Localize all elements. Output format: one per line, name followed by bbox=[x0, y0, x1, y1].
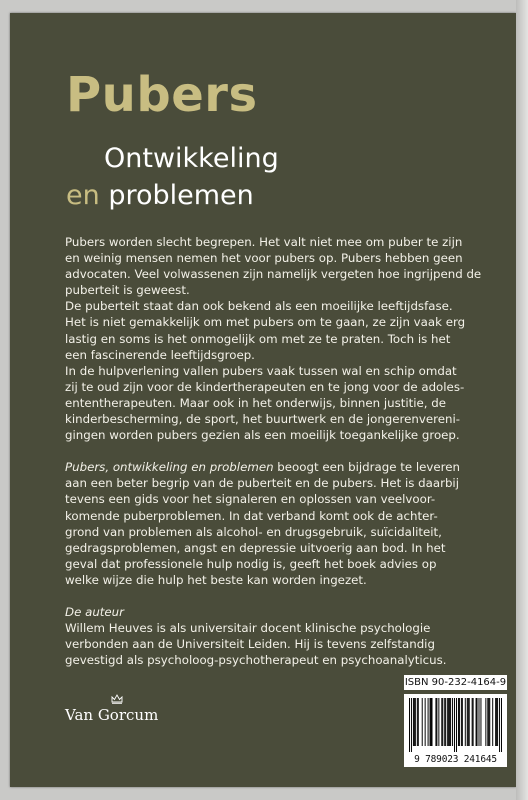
text-fragment: beoogt een bijdrage te leveren bbox=[273, 460, 460, 475]
barcode-number: 9 789023 241645 bbox=[414, 754, 497, 765]
barcode-bar bbox=[409, 698, 410, 752]
isbn-label: ISBN 90-232-4164-9 bbox=[404, 677, 507, 688]
text-line: advocaten. Veel volwassenen zijn namelijk vergeten hoe ingrijpend de bbox=[65, 267, 482, 282]
barcode-bar bbox=[468, 698, 469, 746]
book-subtitle-line1: Ontwikkeling bbox=[104, 143, 279, 174]
barcode-bar bbox=[411, 698, 412, 752]
barcode-bar bbox=[425, 698, 426, 746]
barcode-bar bbox=[447, 698, 448, 746]
barcode-bar bbox=[413, 698, 414, 746]
barcode-bar bbox=[431, 698, 432, 746]
author-section bbox=[65, 604, 485, 668]
barcode-bar bbox=[417, 698, 418, 746]
text-line: lastig en soms is het onmogelijk om met ze te praten. Toch is het bbox=[65, 331, 451, 346]
barcode-bar bbox=[454, 698, 455, 752]
text-line: Willem Heuves is als universitair docent klinische psychologie bbox=[65, 621, 431, 636]
crown-icon bbox=[111, 694, 123, 704]
barcode-bar bbox=[422, 698, 423, 746]
barcode-bar bbox=[442, 698, 443, 746]
barcode-bar bbox=[499, 698, 500, 752]
book-back-cover bbox=[10, 13, 516, 787]
barcode-bar bbox=[479, 698, 480, 746]
text-line: De puberteit staat dan ook bekend als een moeilijke leeftijdsfase. bbox=[65, 299, 453, 314]
barcode-bar bbox=[449, 698, 450, 746]
barcode-bar bbox=[472, 698, 473, 746]
book-subtitle-line2 bbox=[66, 182, 254, 209]
author-heading: De auteur bbox=[65, 604, 125, 619]
barcode-bar bbox=[462, 698, 463, 746]
barcode-bar bbox=[418, 698, 419, 746]
barcode-bar bbox=[432, 698, 433, 746]
text-line: Het is niet gemakkelijk om met pubers om te gaan, ze zijn vaak erg bbox=[65, 315, 466, 330]
text-line: grond van problemen als alcohol- en drugsgebruik, suïcidaliteit, bbox=[65, 524, 442, 539]
blurb-paragraph-1 bbox=[65, 234, 485, 443]
text-line: verbonden aan de Universiteit Leiden. Hij is tevens zelfstandig bbox=[65, 637, 435, 652]
barcode-bar bbox=[480, 698, 481, 746]
text-line: gingen worden pubers gezien als een moeilijk toegankelijke groep. bbox=[65, 428, 460, 443]
barcode-bar bbox=[428, 698, 429, 746]
text-line: zij te oud zijn voor de kindertherapeuten en te jong voor de adoles- bbox=[65, 379, 465, 394]
book-title: Pubers bbox=[66, 67, 258, 123]
barcode-bar bbox=[477, 698, 478, 746]
barcode-bar bbox=[496, 698, 497, 746]
barcode-bar bbox=[458, 698, 459, 746]
barcode-bar bbox=[441, 698, 442, 746]
book-title-italic: Pubers, ontwikkeling en problemen bbox=[65, 460, 274, 475]
barcode-bar bbox=[444, 698, 445, 746]
barcode-bar bbox=[501, 698, 502, 752]
barcode-bar bbox=[436, 698, 437, 746]
subtitle-word-problemen: problemen bbox=[108, 180, 254, 211]
text-line: puberteit is geweest. bbox=[65, 283, 190, 298]
text-line: gevestigd als psycholoog-psychotherapeut en psychoanalyticus. bbox=[65, 653, 447, 668]
text-line bbox=[65, 459, 485, 475]
barcode-bar bbox=[492, 698, 493, 746]
barcode-bar bbox=[445, 698, 446, 746]
text-line: komende puberproblemen. In dat verband komt ook de achter- bbox=[65, 508, 438, 523]
barcode-bar bbox=[414, 698, 415, 746]
text-line: gedragsproblemen, angst en depressie uitvoerig aan bod. In het bbox=[65, 540, 446, 555]
barcode-bar bbox=[485, 698, 486, 746]
barcode-bar bbox=[476, 698, 477, 746]
barcode bbox=[404, 694, 507, 767]
publisher-logo: Van Gorcum bbox=[65, 706, 159, 724]
blurb-paragraph-2 bbox=[65, 459, 485, 588]
barcode-bar bbox=[438, 698, 439, 746]
barcode-bar bbox=[459, 698, 460, 746]
barcode-bar bbox=[489, 698, 490, 746]
barcode-bar bbox=[430, 698, 431, 746]
barcode-bar bbox=[456, 698, 457, 752]
barcode-bar bbox=[467, 698, 468, 746]
page-edge bbox=[516, 0, 528, 800]
blurb bbox=[65, 234, 485, 668]
text-line: tevens een gids voor het signaleren en oplossen van veelvoor- bbox=[65, 492, 436, 507]
barcode-bar bbox=[450, 698, 451, 746]
barcode-bar bbox=[487, 698, 488, 746]
text-line: ententherapeuten. Maar ook in het onderwijs, binnen justitie, de bbox=[65, 395, 447, 410]
barcode-bar bbox=[448, 698, 449, 746]
text-line: kinderbescherming, de sport, het buurtwerk en de jongerenvereni- bbox=[65, 412, 460, 427]
barcode-bars bbox=[409, 698, 502, 752]
barcode-bar bbox=[473, 698, 474, 746]
text-line: geval dat professionele hulp nodig is, geeft het boek advies op bbox=[65, 556, 437, 571]
subtitle-word-en: en bbox=[66, 180, 100, 211]
barcode-bar bbox=[465, 698, 466, 746]
barcode-bar bbox=[495, 698, 496, 746]
barcode-bar bbox=[469, 698, 470, 746]
text-line: aan een beter begrip van de puberteit en de pubers. Het is daarbij bbox=[65, 476, 459, 491]
barcode-bar bbox=[435, 698, 436, 746]
barcode-bar bbox=[497, 698, 498, 746]
barcode-bar bbox=[452, 698, 453, 746]
barcode-bar bbox=[415, 698, 416, 746]
text-line: In de hulpverlening vallen pubers vaak tussen wal en schip omdat bbox=[65, 363, 457, 378]
barcode-bar bbox=[488, 698, 489, 746]
text-line: welke wijze die hulp het beste kan worden ingezet. bbox=[65, 572, 367, 587]
text-line: Pubers worden slecht begrepen. Het valt niet mee om puber te zijn bbox=[65, 235, 463, 249]
barcode-bar bbox=[461, 698, 462, 746]
text-line: en weinig mensen nemen het voor pubers op. Pubers hebben geen bbox=[65, 251, 463, 266]
text-line: een fascinerende leeftijdsgroep. bbox=[65, 347, 255, 362]
